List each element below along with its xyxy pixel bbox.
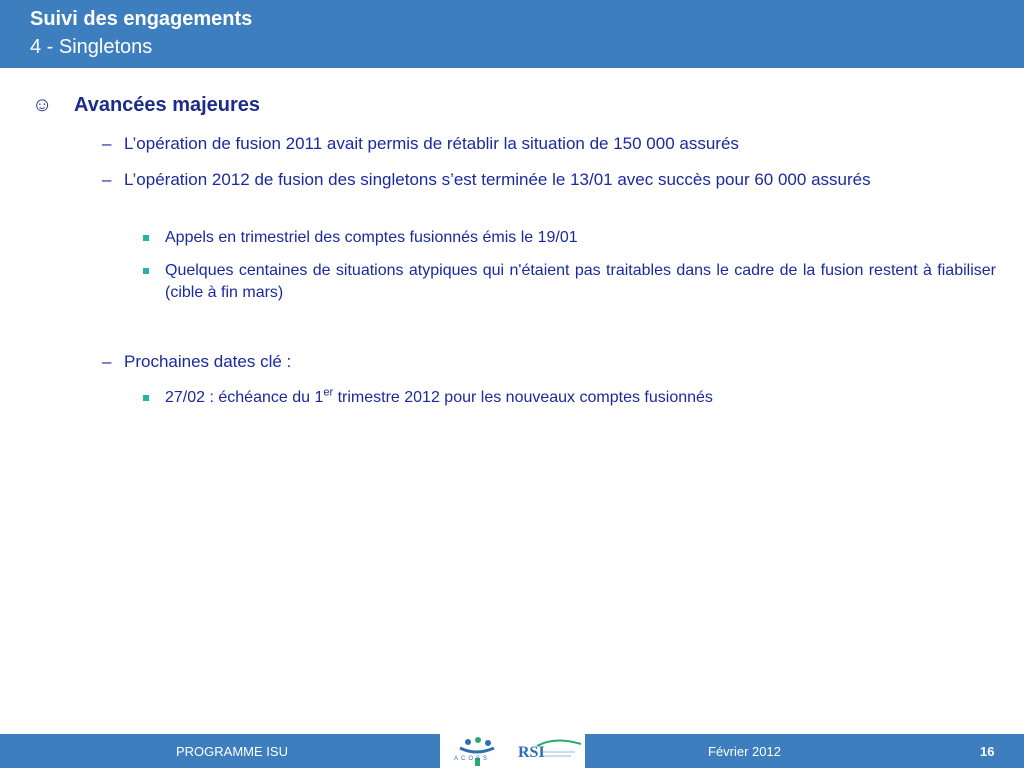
rsi-logo-text: RSI bbox=[518, 744, 545, 761]
sub-list-item-text: Quelques centaines de situations atypiques qui n'étaient pas traitables dans le cadre de la fusion restent à fiabiliser (cible à fin mars) bbox=[165, 262, 996, 301]
rsi-swoosh-icon bbox=[535, 734, 585, 768]
square-bullet-icon bbox=[143, 268, 149, 274]
ordinal-suffix: er bbox=[323, 386, 334, 399]
sub-list-item bbox=[143, 227, 996, 249]
list-item bbox=[102, 350, 996, 374]
dash-bullet-icon: – bbox=[102, 352, 112, 371]
acoss-logo-icon bbox=[446, 734, 506, 768]
sub-list-item-text bbox=[143, 387, 996, 409]
list-item bbox=[102, 168, 996, 192]
sub-list-item bbox=[143, 387, 996, 409]
slide-footer bbox=[0, 734, 1024, 768]
dash-bullet-icon: – bbox=[102, 134, 112, 153]
sub-list-item-text: Appels en trimestriel des comptes fusionnés émis le 19/01 bbox=[165, 229, 578, 246]
date-text-rest: trimestre 2012 pour les nouveaux comptes fusionnés bbox=[333, 389, 713, 406]
footer-date: Février 2012 bbox=[708, 744, 781, 759]
dash-bullet-icon: – bbox=[102, 170, 112, 189]
list-item bbox=[102, 132, 996, 156]
date-text: 27/02 : échéance du 1 bbox=[165, 389, 324, 406]
square-bullet-icon bbox=[143, 395, 149, 401]
sub-list-item bbox=[143, 260, 996, 304]
page-number: 16 bbox=[980, 744, 995, 759]
slide-header bbox=[0, 0, 1024, 68]
list-item-text: L’opération de fusion 2011 avait permis de rétablir la situation de 150 000 assurés bbox=[124, 134, 739, 153]
partner-logos bbox=[440, 734, 585, 768]
footer-program: PROGRAMME ISU bbox=[176, 744, 288, 759]
square-bullet-icon bbox=[143, 235, 149, 241]
acoss-logo-text: ACOSS bbox=[454, 756, 491, 762]
smiley-icon: ☺ bbox=[32, 94, 53, 116]
slide-title: Suivi des engagements bbox=[30, 8, 253, 30]
slide-content bbox=[0, 68, 1024, 734]
list-item-text: Prochaines dates clé : bbox=[124, 352, 292, 371]
section-heading-label: Avancées majeures bbox=[74, 94, 261, 116]
list-item-text: L’opération 2012 de fusion des singletons s’est terminée le 13/01 avec succès pour 60 000 assurés bbox=[124, 170, 871, 189]
slide-subtitle: 4 - Singletons bbox=[30, 36, 153, 58]
